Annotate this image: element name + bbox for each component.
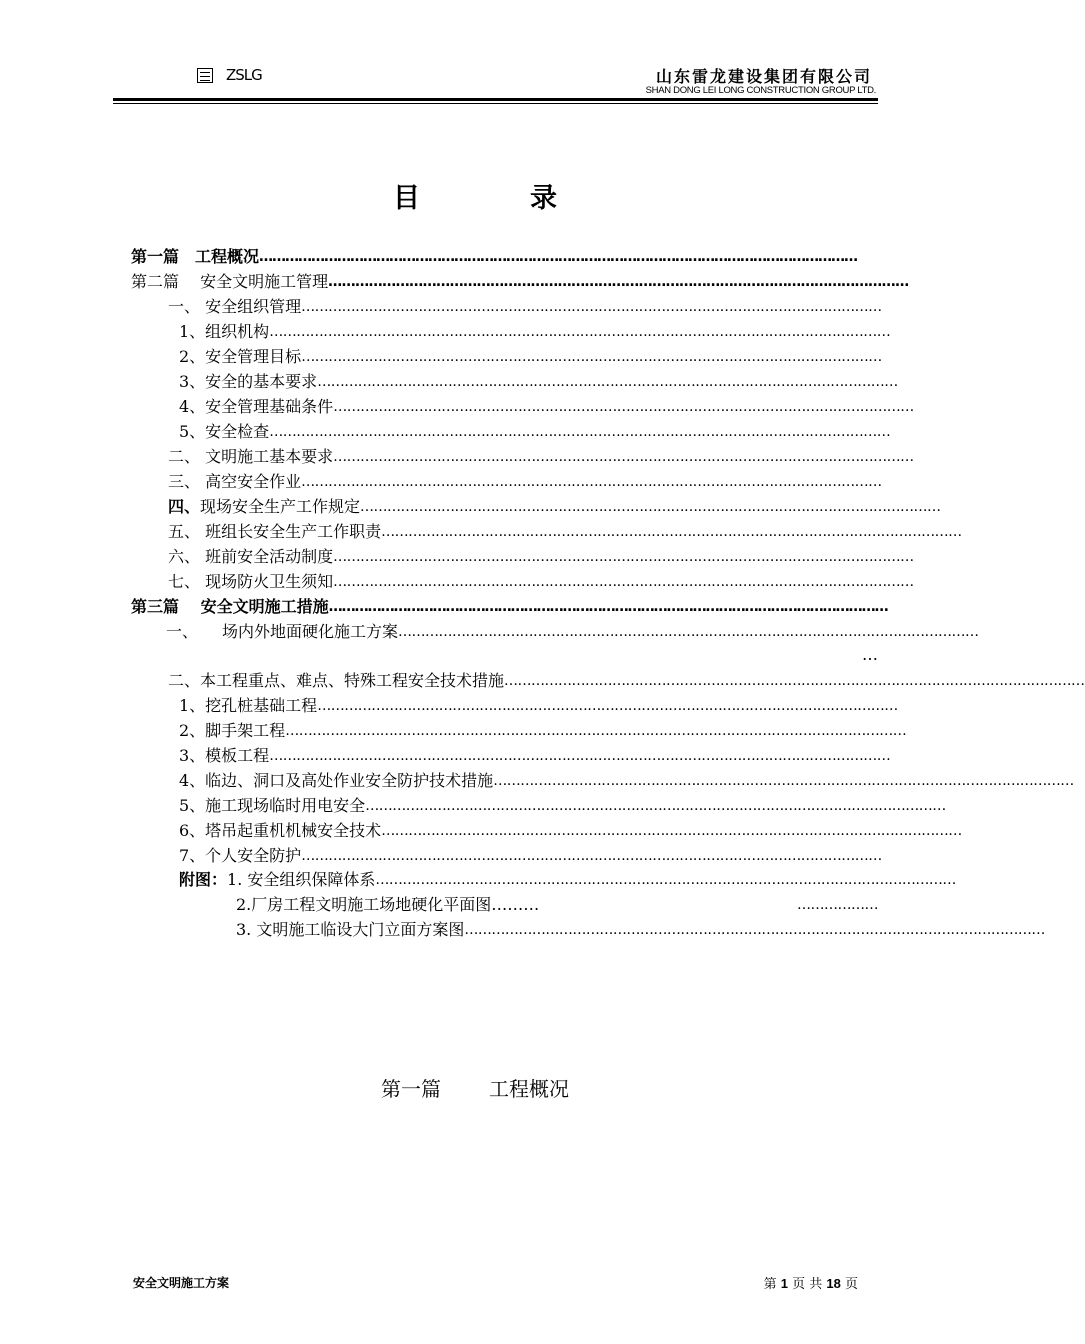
toc-entry-text: 4、临边、洞口及高处作业安全防护技术措施 [179,771,494,790]
toc-leader: ………………………………………………………………………………………………………………………… [269,324,891,340]
toc-leader: ………………………………………………………………………………………………………………… [301,474,882,490]
toc-entry-text: 7、个人安全防护 [179,846,302,865]
page-number: 1 [780,1276,788,1291]
toc-leader: ………………………………………………………………………………………………………………… [381,823,962,839]
toc-leader: … [862,645,878,664]
page-mid: 页 共 [792,1277,823,1292]
toc-leader: ………………………………………………………………………………………………………………………… [269,748,891,764]
footer-page-info [764,1273,858,1292]
toc-entry-text: 三、 高空安全作业 [168,472,302,491]
toc-entry-text: 现场安全生产工作规定 [200,497,361,516]
toc-entry[interactable] [179,393,914,417]
toc-entry[interactable] [179,792,946,816]
toc-entry-number: 四、 [168,497,201,516]
toc-entry[interactable] [131,268,909,292]
company-name-cn: 山东雷龙建设集团有限公司 [655,67,872,86]
toc-entry-prefix: 附图： [179,870,228,889]
page-prefix: 第 [763,1277,777,1292]
company-logo: ZSLG [226,66,262,84]
toc-entry[interactable] [179,343,882,367]
toc-entry[interactable] [168,493,941,517]
toc-entry[interactable] [179,368,898,392]
toc-entry-text: 1、挖孔桩基础工程 [179,696,318,715]
toc-entry-text: 2.厂房工程文明施工场地硬化平面图……… [236,895,540,914]
toc-leader: ………………………………………………………………………………………………………………………… [285,723,907,739]
toc-entry[interactable] [168,443,914,467]
toc-leader: ………………………………………………………………………………………………………………… [464,922,1045,938]
toc-entry[interactable] [168,543,914,567]
toc-entry[interactable] [166,618,979,642]
header-rule-thin [113,103,878,104]
toc-leader: ………………………………………………………………………………………………………………… [301,848,882,864]
toc-entry[interactable] [236,891,878,915]
toc-leader: ………………………………………………………………………………………………………………… [301,299,882,315]
toc-entry[interactable] [179,767,1074,791]
toc-leader: ………………………………………………………………………………………………………………… [493,773,1074,789]
toc-entry-text: 6、塔吊起重机机械安全技术 [179,821,382,840]
section-heading [0,1073,950,1102]
toc-leader: ………………………………………………………………………………………………………………… [375,872,956,888]
toc-entry-text: 5、安全检查 [179,422,270,441]
toc-title-left: 目 [393,183,420,214]
toc-entry-continuation [858,641,878,665]
toc-leader: ………………………………………………………………………………………………………………… [317,698,898,714]
toc-leader: ………………………………………………………………………………………………………………… [333,574,914,590]
toc-title [0,176,950,215]
toc-entry-text: 3、安全的基本要求 [179,372,318,391]
toc-leader: ………………………………………………………………………………………………………………… [301,349,882,365]
section-title: 工程概况 [489,1077,569,1101]
toc-entry[interactable] [131,593,888,617]
toc-entry[interactable] [168,518,962,542]
toc-entry[interactable] [179,418,891,442]
header-rule [113,98,878,101]
toc-entry[interactable] [236,916,1045,940]
toc-leader: ………………………………………………………………………………………………………………… [333,449,914,465]
toc-entry[interactable] [179,866,956,890]
toc-entry-text: 一、 安全组织管理 [168,297,302,316]
toc-entry-text: 第三篇 安全文明施工措施 [131,597,329,616]
toc-leader: ………………………………………………………………………………………………………………… [333,399,914,415]
toc-entry-text: 2、安全管理目标 [179,347,302,366]
toc-entry-text: 3. 文明施工临设大门立面方案图 [236,920,465,939]
toc-entry[interactable] [168,568,914,592]
toc-leader: ………………………………………………………………………………………………………………………… [269,424,891,440]
toc-entry-text: 1、组织机构 [179,322,270,341]
toc-entry-text: 4、安全管理基础条件 [179,397,334,416]
toc-leader: ………………………………………………………………………………………………………………… [328,599,888,615]
toc-entry-text: 五、 班组长安全生产工作职责 [168,522,382,541]
toc-entry[interactable] [179,817,962,841]
toc-entry[interactable] [168,667,1085,691]
toc-leader: ………………………………………………………………………………………………………………………… [259,249,858,265]
section-number: 第一篇 [381,1077,441,1101]
toc-entry-text: 第一篇 工程概况 [131,247,260,266]
logo-box-icon [197,68,213,83]
toc-leader: ………………………………………………………………………………………………………………… [504,673,1085,689]
toc-entry-text: 六、 班前安全活动制度 [168,547,334,566]
toc-entry[interactable] [179,742,891,766]
company-name-en: SHAN DONG LEI LONG CONSTRUCTION GROUP LTD. [645,85,876,96]
toc-leader: ………………………………………………………………………………………………………………… [365,798,946,814]
toc-leader: ……………… [797,897,878,913]
toc-leader: ………………………………………………………………………………………………………………… [360,499,941,515]
page-suffix: 页 [844,1277,858,1292]
toc-entry[interactable] [179,692,898,716]
toc-leader: ………………………………………………………………………………………………………………… [398,624,979,640]
toc-entry-text: 第二篇 安全文明施工管理 [131,272,329,291]
toc-leader: ………………………………………………………………………………………………………………… [317,374,898,390]
toc-entry[interactable] [131,243,878,267]
toc-leader: ………………………………………………………………………………………………………………… [333,549,914,565]
toc-entry[interactable] [168,468,882,492]
toc-leader: ………………………………………………………………………………………………………………… [328,274,909,290]
toc-entry[interactable] [179,842,882,866]
toc-entry-text: 一、 场内外地面硬化施工方案 [166,622,399,641]
toc-entry-text: 二、本工程重点、难点、特殊工程安全技术措施 [168,671,505,690]
toc-entry[interactable] [179,318,891,342]
toc-entry-text: 二、 文明施工基本要求 [168,447,334,466]
toc-entry[interactable] [179,717,907,741]
toc-leader: ………………………………………………………………………………………………………………… [381,524,962,540]
page-total: 18 [826,1276,841,1291]
toc-entry[interactable] [168,293,882,317]
toc-entry-text: 七、 现场防火卫生须知 [168,572,334,591]
footer-doc-name: 安全文明施工方案 [133,1276,230,1290]
toc-entry-text: 5、施工现场临时用电安全 [179,796,366,815]
toc-entry-text: 3、模板工程 [179,746,270,765]
toc-entry-text: 1. 安全组织保障体系 [227,870,376,889]
toc-title-right: 录 [530,183,557,214]
toc-entry-text: 2、脚手架工程 [179,721,286,740]
